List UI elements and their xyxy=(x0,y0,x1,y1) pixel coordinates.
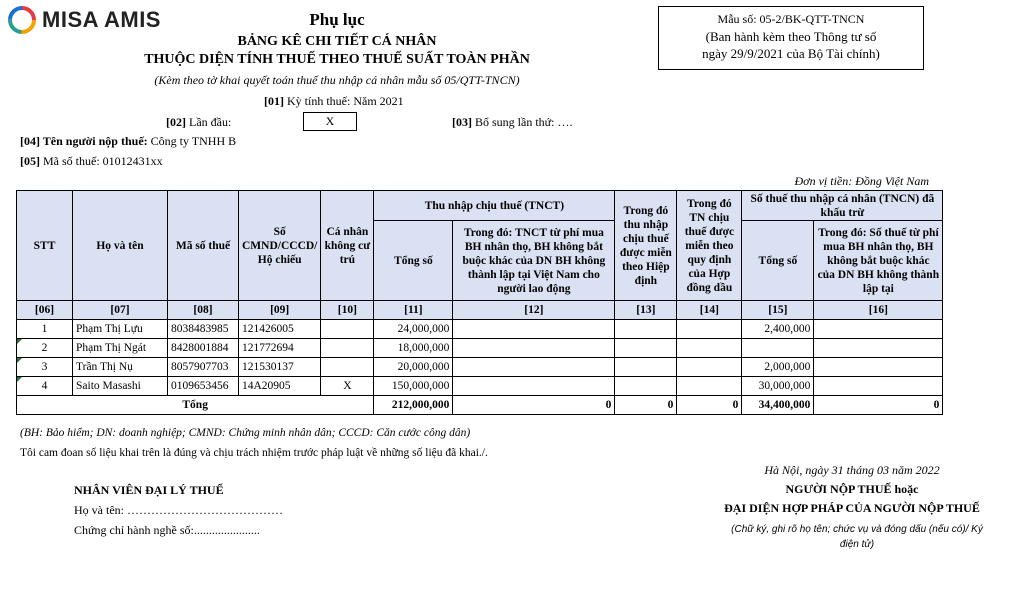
header-exempt-contract: Trong đó TN chịu thuế được miễn theo quy định của Hợp đồng dầu xyxy=(677,191,742,301)
tax-period-field xyxy=(264,94,404,109)
report-subtitle: THUỘC DIỆN TÍNH THUẾ THEO THUẾ SUẤT TOÀN PHẦN xyxy=(144,52,530,67)
table-row xyxy=(17,320,943,339)
form-code-box xyxy=(658,6,924,70)
cell-income-insurance xyxy=(453,320,615,339)
code-14: [14] xyxy=(677,301,742,320)
cell-exempt-treaty xyxy=(615,320,677,339)
tax-code-field xyxy=(20,154,163,169)
header-tax-code: Mã số thuế xyxy=(168,191,239,301)
cell-tax-insurance xyxy=(814,320,943,339)
cell-exempt-treaty xyxy=(615,339,677,358)
cell-income-total: 18,000,000 xyxy=(374,339,453,358)
header-tax-insurance: Trong đó: Số thuế từ phí mua BH nhân thọ, BH không bắt buộc khác của DN BH không thành lập tại xyxy=(814,221,943,301)
cell-name: Saito Masashi xyxy=(73,377,168,396)
header-exempt-treaty: Trong đó thu nhập chịu thuế được miễn theo Hiệp định xyxy=(615,191,677,301)
page-title: Phụ lục xyxy=(309,10,365,29)
cell-income-insurance xyxy=(453,339,615,358)
header-income-insurance: Trong đó: TNCT từ phí mua BH nhân thọ, BH không bắt buộc khác của DN BH không thành lập tại Việt Nam cho người lao động xyxy=(453,221,615,301)
logo-text: MISA AMIS xyxy=(42,7,161,32)
declaration-text: Tôi cam đoan số liệu khai trên là đúng và chịu trách nhiệm trước pháp luật về những số liệu đã khai./. xyxy=(20,447,488,459)
cell-tax-total: 30,000,000 xyxy=(742,377,814,396)
cell-nonresident xyxy=(321,339,374,358)
field-02-label: [02] xyxy=(166,115,186,129)
signature-note-2: điện tử) xyxy=(839,539,875,550)
code-13: [13] xyxy=(615,301,677,320)
code-09: [09] xyxy=(239,301,321,320)
total-exempt-contract: 0 xyxy=(677,396,742,415)
code-06: [06] xyxy=(17,301,73,320)
code-16: [16] xyxy=(814,301,943,320)
currency-unit: Đơn vị tiền: Đồng Việt Nam xyxy=(794,174,929,188)
cell-exempt-treaty xyxy=(615,377,677,396)
header-id-number: Số CMND/CCCD/ Hộ chiếu xyxy=(239,191,321,301)
first-time-field xyxy=(166,115,231,130)
cell-tax-total: 2,000,000 xyxy=(742,358,814,377)
cell-exempt-contract xyxy=(677,377,742,396)
cell-tax-total: 2,400,000 xyxy=(742,320,814,339)
form-issued-line1: (Ban hành kèm theo Thông tư số xyxy=(705,29,877,44)
cell-income-insurance xyxy=(453,377,615,396)
cell-stt: 3 xyxy=(17,358,73,377)
signing-date: Hà Nội, ngày 31 tháng 03 năm 2022 xyxy=(764,463,940,477)
cell-id: 121530137 xyxy=(239,358,321,377)
cell-nonresident xyxy=(321,358,374,377)
cell-tax-insurance xyxy=(814,339,943,358)
cell-income-total: 150,000,000 xyxy=(374,377,453,396)
code-11: [11] xyxy=(374,301,453,320)
abbreviation-note: (BH: Bảo hiểm; DN: doanh nghiệp; CMND: Chứng minh nhân dân; CCCD: Căn cước công dân) xyxy=(20,427,471,439)
field-01-label: [01] xyxy=(264,94,284,108)
header-pit-withheld: Số thuế thu nhập cá nhân (TNCN) đã khấu trừ xyxy=(742,191,943,221)
code-08: [08] xyxy=(168,301,239,320)
table-row xyxy=(17,339,943,358)
total-label: Tổng xyxy=(17,396,374,415)
cell-tax-total xyxy=(742,339,814,358)
attachment-note: (Kèm theo tờ khai quyết toán thuế thu nhập cá nhân mẫu số 05/QTT-TNCN) xyxy=(154,73,520,87)
cell-tax-code: 8057907703 xyxy=(168,358,239,377)
payer-title-1: NGƯỜI NỘP THUẾ hoặc xyxy=(785,482,919,496)
misa-amis-logo xyxy=(8,6,161,34)
cell-income-total: 24,000,000 xyxy=(374,320,453,339)
cell-income-insurance xyxy=(453,358,615,377)
form-code: Mẫu số: 05-2/BK-QTT-TNCN xyxy=(717,12,865,26)
table-row xyxy=(17,377,943,396)
field-03-label: [03] xyxy=(452,115,472,129)
cell-tax-code: 8428001884 xyxy=(168,339,239,358)
code-12: [12] xyxy=(453,301,615,320)
header-taxable-income: Thu nhập chịu thuế (TNCT) xyxy=(374,191,615,221)
field-05-label: [05] xyxy=(20,154,40,168)
cell-id: 121426005 xyxy=(239,320,321,339)
cell-id: 121772694 xyxy=(239,339,321,358)
field-01-text: Kỳ tính thuế: Năm 2021 xyxy=(287,94,404,108)
agent-cert-line: Chứng chỉ hành nghề số:...................... xyxy=(74,523,260,537)
field-04-value: Công ty TNHH B xyxy=(150,134,237,148)
total-row xyxy=(17,396,943,415)
signature-note-1: (Chữ ký, ghi rõ họ tên; chức vụ và đóng dấu (nếu có)/ Ký xyxy=(731,524,983,535)
cell-exempt-contract xyxy=(677,358,742,377)
field-04-label: [04] Tên người nộp thuế: xyxy=(20,134,148,148)
agent-name-line: Họ và tên: ………………………………… xyxy=(74,503,283,517)
cell-stt: 4 xyxy=(17,377,73,396)
cell-exempt-treaty xyxy=(615,358,677,377)
supplement-field xyxy=(452,115,573,130)
cell-name: Trần Thị Nụ xyxy=(73,358,168,377)
cell-tax-insurance xyxy=(814,377,943,396)
cell-income-total: 20,000,000 xyxy=(374,358,453,377)
code-15: [15] xyxy=(742,301,814,320)
total-tax: 34,400,000 xyxy=(742,396,814,415)
total-tax-insurance: 0 xyxy=(814,396,943,415)
agent-title: NHÂN VIÊN ĐẠI LÝ THUẾ xyxy=(74,483,224,497)
detail-table xyxy=(16,190,943,415)
header-nonresident: Cá nhân không cư trú xyxy=(321,191,374,301)
payer-title-2: ĐẠI DIỆN HỢP PHÁP CỦA NGƯỜI NỘP THUẾ xyxy=(724,501,980,515)
report-title: BẢNG KÊ CHI TIẾT CÁ NHÂN xyxy=(237,34,437,49)
cell-stt: 2 xyxy=(17,339,73,358)
cell-nonresident: X xyxy=(321,377,374,396)
cell-stt: 1 xyxy=(17,320,73,339)
total-exempt-treaty: 0 xyxy=(615,396,677,415)
cell-name: Phạm Thị Ngát xyxy=(73,339,168,358)
field-05-text: Mã số thuế: 01012431xx xyxy=(43,154,163,168)
cell-name: Phạm Thị Lựu xyxy=(73,320,168,339)
cell-tax-code: 0109653456 xyxy=(168,377,239,396)
cell-id: 14A20905 xyxy=(239,377,321,396)
cell-tax-code: 8038483985 xyxy=(168,320,239,339)
cell-exempt-contract xyxy=(677,339,742,358)
code-10: [10] xyxy=(321,301,374,320)
header-income-total: Tổng số xyxy=(374,221,453,301)
header-name: Họ và tên xyxy=(73,191,168,301)
total-income: 212,000,000 xyxy=(374,396,453,415)
form-issued-line2: ngày 29/9/2021 của Bộ Tài chính) xyxy=(702,46,880,61)
field-03-text: Bổ sung lần thứ: …. xyxy=(475,115,573,129)
total-income-insurance: 0 xyxy=(453,396,615,415)
cell-tax-insurance xyxy=(814,358,943,377)
code-07: [07] xyxy=(73,301,168,320)
taxpayer-name-field xyxy=(20,134,236,149)
cell-nonresident xyxy=(321,320,374,339)
field-02-text: Lần đầu: xyxy=(189,115,232,129)
cell-exempt-contract xyxy=(677,320,742,339)
header-stt: STT xyxy=(17,191,73,301)
header-tax-total: Tổng số xyxy=(742,221,814,301)
misa-logo-icon xyxy=(8,6,36,34)
table-row xyxy=(17,358,943,377)
first-time-checkbox[interactable]: X xyxy=(303,112,357,131)
